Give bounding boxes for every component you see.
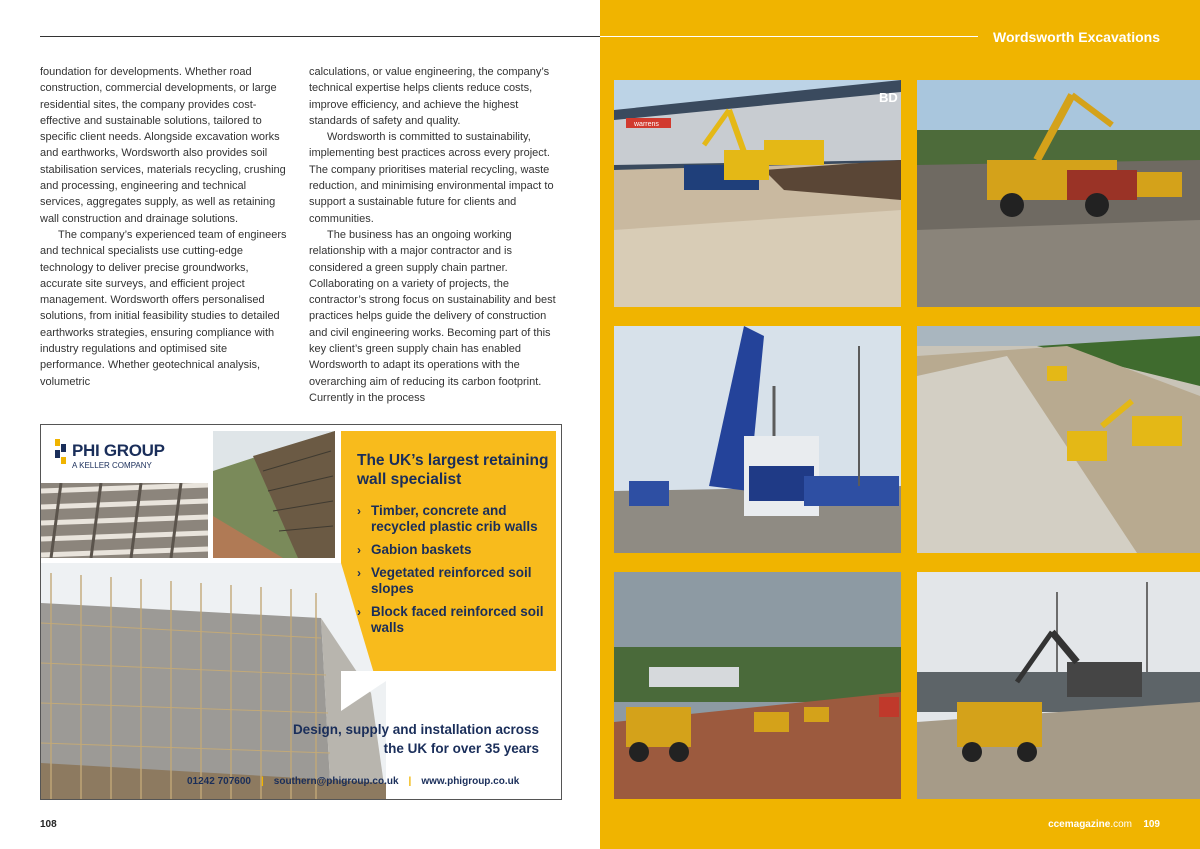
site-photo-tipper-trucks <box>614 326 901 553</box>
section-title: Wordsworth Excavations <box>992 29 1160 45</box>
paragraph: The company’s experienced team of engineers and technical specialists use cutting-edge technology to deliver precise groundworks, accurate site surveys, and efficient project management. Wordsworth offers personalised solutions, from initial feasibility studies to detailed earthworks strategies, ensuring compliance with industry regulations and optimised site performance. Whether geotechnical analysis, volumetric <box>40 228 287 388</box>
paragraph: calculations, or value engineering, the company’s technical expertise helps clients reduce costs, improve efficiency, and achieve the highest standards of safety and quality. <box>309 66 550 127</box>
ad-services-list <box>357 503 557 643</box>
chevron-right-icon: › <box>357 543 361 557</box>
phi-group-advert[interactable] <box>40 424 562 800</box>
right-page-number: 109 <box>1143 819 1160 830</box>
block-wall-photo <box>41 563 386 799</box>
phi-logo-mark-icon <box>55 439 67 465</box>
separator: | <box>408 776 412 787</box>
list-item <box>357 604 557 636</box>
warehouse-sign: warrens <box>634 121 659 128</box>
list-item <box>357 565 557 597</box>
crib-wall-photo <box>41 483 208 558</box>
paragraph: The business has an ongoing working relationship with a major contractor and is considered a green supply chain partner. Collaborating on a variety of projects, the contractor’s strong focus on sustainability and best practices helps guide the delivery of construction and civil engineering works. Becoming part of this key client’s green supply chain has enabled Wordsworth to adapt its operations with the overarching aim of reducing its carbon footprint. Currently in the process <box>309 228 556 404</box>
site-photo-dumpers <box>614 572 901 799</box>
ad-contacts <box>187 776 519 787</box>
list-item <box>357 542 557 558</box>
building-letters: BD <box>879 90 898 105</box>
phone-number[interactable]: 01242 707600 <box>187 776 251 787</box>
service-label: Vegetated reinforced soil slopes <box>371 565 532 596</box>
site-photo-pylons <box>917 572 1200 799</box>
service-label: Gabion baskets <box>371 542 472 557</box>
logo-name: PHI GROUP <box>72 441 165 460</box>
article-column-2 <box>309 64 559 406</box>
website-link[interactable]: www.phigroup.co.uk <box>421 776 520 787</box>
chevron-right-icon: › <box>357 504 361 518</box>
ad-headline: The UK’s largest retaining wall specialist <box>357 452 549 488</box>
service-label: Block faced reinforced soil walls <box>371 604 544 635</box>
site-name: ccemagazine <box>1048 819 1111 830</box>
article-column-1 <box>40 64 290 390</box>
chevron-right-icon: › <box>357 566 361 580</box>
site-tld: .com <box>1110 819 1132 830</box>
site-photo-loading <box>917 80 1200 307</box>
header-rule <box>40 36 600 37</box>
header-rule <box>600 36 978 37</box>
chevron-right-icon: › <box>357 605 361 619</box>
paragraph: Wordsworth is committed to sustainability, implementing best practices across every project. The company prioritises material recycling, waste reduction, and minimising environmental impact to support a sustainable future for clients and communities. <box>309 131 554 225</box>
footer-site <box>1048 819 1132 830</box>
left-page-number: 108 <box>40 819 57 830</box>
site-photo-warehouse <box>614 80 901 307</box>
paragraph: foundation for developments. Whether road construction, commercial developments, or large residential sites, the company provides cost-effective and sustainable solutions, tailored to specific client needs. Alongside excavation works and earthworks, Wordsworth also provides soil stabilisation services, materials recycling, crushing and processing, engineering and technical services, aggregates supply, as well as retaining wall construction and drainage solutions. <box>40 66 286 225</box>
gabion-wall-photo <box>213 431 335 558</box>
email-link[interactable]: southern@phigroup.co.uk <box>273 776 399 787</box>
ad-tagline: Design, supply and installation across the UK for over 35 years <box>292 722 539 756</box>
right-page <box>600 0 1200 849</box>
service-label: Timber, concrete and recycled plastic crib walls <box>371 503 538 534</box>
separator: | <box>260 776 264 787</box>
list-item <box>357 503 557 535</box>
logo-subtitle: A KELLER COMPANY <box>72 461 152 470</box>
site-photo-aerial <box>917 326 1200 553</box>
